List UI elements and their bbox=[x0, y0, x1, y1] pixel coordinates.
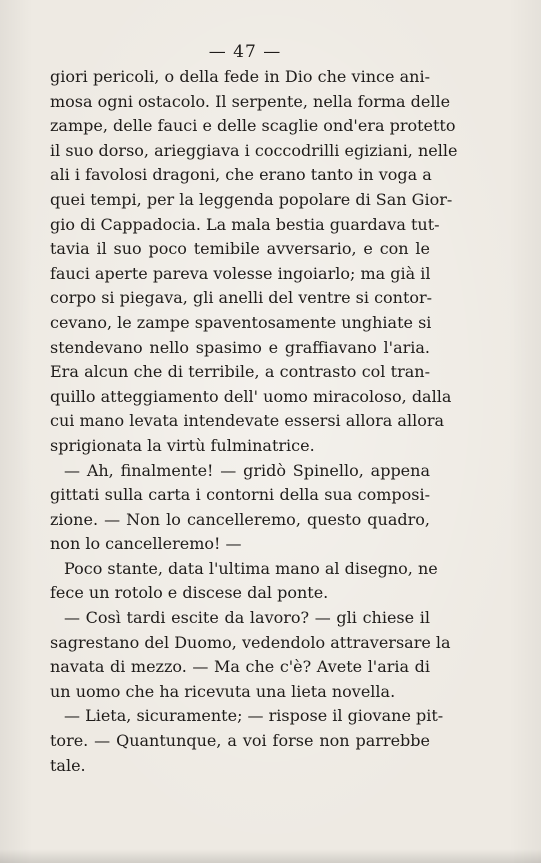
text-line: stendevano nello spasimo e graffiavano l'aria. bbox=[50, 337, 430, 357]
text-line: cui mano levata intendevate essersi allora allora bbox=[50, 411, 445, 431]
body-text bbox=[50, 65, 458, 778]
text-line: tale. bbox=[50, 755, 86, 775]
text-line: — Lieta, sicuramente; — rispose il giovane pit- bbox=[64, 706, 444, 726]
text-line: Era alcun che di terribile, a contrasto col tran- bbox=[50, 362, 430, 382]
text-line: giori pericoli, o della fede in Dio che vince ani- bbox=[50, 67, 430, 86]
text-line: non lo cancelleremo! — bbox=[50, 534, 242, 554]
text-line: gio di Cappadocia. La mala bestia guardava tut- bbox=[50, 214, 440, 234]
text-line: sprigionata la virtù fulminatrice. bbox=[50, 435, 315, 455]
text-line: — Così tardi escite da lavoro? — gli chiese il bbox=[64, 608, 430, 628]
text-line: fece un rotolo e discese dal ponte. bbox=[50, 583, 329, 603]
text-line: corpo si piegava, gli anelli del ventre si contor- bbox=[50, 288, 433, 308]
text-line: — Ah, finalmente! — gridò Spinello, appena bbox=[64, 460, 430, 480]
text-line: il suo dorso, arieggiava i coccodrilli egiziani, nelle bbox=[50, 140, 458, 160]
text-line: tavia il suo poco temibile avversario, e con le bbox=[50, 239, 430, 259]
text-line: Poco stante, data l'ultima mano al disegno, ne bbox=[64, 558, 438, 578]
text-line: quillo atteggiamento dell' uomo miracoloso, dalla bbox=[50, 386, 452, 406]
text-line: mosa ogni ostacolo. Il serpente, nella forma delle bbox=[50, 91, 451, 111]
text-line: tore. — Quantunque, a voi forse non parrebbe bbox=[50, 731, 430, 751]
text-line: cevano, le zampe spaventosamente unghiate si bbox=[50, 312, 432, 332]
text-line: fauci aperte pareva volesse ingoiarlo; ma già il bbox=[50, 263, 431, 283]
page-bottom-edge bbox=[0, 849, 541, 863]
page-number: — 47 — bbox=[208, 42, 282, 62]
text-line: zione. — Non lo cancelleremo, questo quadro, bbox=[50, 509, 430, 529]
text-line: un uomo che ha ricevuta una lieta novella. bbox=[50, 681, 396, 701]
text-line: gittati sulla carta i contorni della sua composi- bbox=[50, 485, 430, 505]
text-line: navata di mezzo. — Ma che c'è? Avete l'aria di bbox=[50, 657, 430, 677]
text-line: zampe, delle fauci e delle scaglie ond'era protetto bbox=[50, 116, 456, 136]
text-line: quei tempi, per la leggenda popolare di San Gior- bbox=[50, 189, 453, 209]
text-line: ali i favolosi dragoni, che erano tanto in voga a bbox=[50, 165, 432, 185]
text-line: sagrestano del Duomo, vedendolo attraversare la bbox=[50, 632, 451, 652]
